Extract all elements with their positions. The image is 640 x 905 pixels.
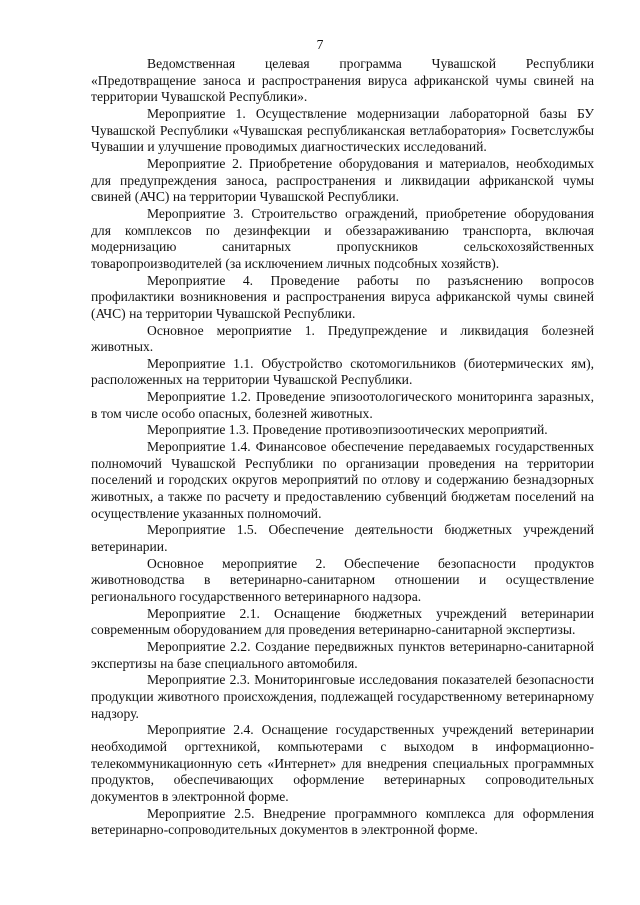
- measure-2-paragraph: Мероприятие 2. Приобретение оборудования и материалов, необходимых для предупреждения заноса, распространения и ликвидации африканской чумы свиней (АЧС) на территории Чувашской Республики.: [91, 155, 594, 205]
- measure-2-3-paragraph: Мероприятие 2.3. Мониторинговые исследования показателей безопасности продукции животного происхождения, подлежащей государственному ветеринарному надзору.: [91, 672, 594, 721]
- measure-1-3-paragraph: Мероприятие 1.3. Проведение противоэпизоотических мероприятий.: [147, 422, 548, 438]
- measure-1-4-paragraph: Мероприятие 1.4. Финансовое обеспечение передаваемых государственных полномочий Чувашской Республики по организации проведения на территории поселений и городских округов мероприятий по отлову и содержанию безнадзорных животных, а также по расчету и предоставлению субвенций бюджетам поселений на осуществление указанных полномочий.: [91, 439, 594, 521]
- measure-1-5-paragraph: Мероприятие 1.5. Обеспечение деятельности бюджетных учреждений ветеринарии.: [91, 522, 594, 555]
- measure-2-2-paragraph: Мероприятие 2.2. Создание передвижных пунктов ветеринарно-санитарной экспертизы на базе специального автомобиля.: [91, 638, 594, 671]
- measure-1-2-paragraph: Мероприятие 1.2. Проведение эпизоотологического мониторинга заразных, в том числе особо опасных, болезней животных.: [91, 389, 594, 421]
- measure-1-1-paragraph: Мероприятие 1.1. Обустройство скотомогильников (биотермических ям), расположенных на территории Чувашской Республики.: [91, 355, 594, 388]
- measure-4-paragraph: Мероприятие 4. Проведение работы по разъяснению вопросов профилактики возникновения и распространения вируса африканской чумы свиней (АЧС) на территории Чувашской Республики.: [91, 272, 594, 321]
- measure-2-4-paragraph: Мероприятие 2.4. Оснащение государственных учреждений ветеринарии необходимой оргтехникой, компьютерами с выходом в информационно-телекоммуникационную сеть «Интернет» для внедрения специальных программных продуктов, обеспечивающих оформление ветеринарных сопроводительных документов в электронной форме.: [91, 722, 594, 804]
- main-measure-1-paragraph: Основное мероприятие 1. Предупреждение и ликвидация болезней животных.: [91, 322, 594, 355]
- main-measure-2-paragraph: Основное мероприятие 2. Обеспечение безопасности продуктов животноводства в ветеринарно-санитарном отношении и осуществление регионального государственного ветеринарного надзора.: [91, 555, 594, 604]
- measure-2-1-paragraph: Мероприятие 2.1. Оснащение бюджетных учреждений ветеринарии современным оборудованием для проведения ветеринарно-санитарной экспертизы.: [91, 605, 594, 638]
- page-number: 7: [316, 37, 324, 52]
- document-body: [91, 56, 594, 839]
- measure-1-paragraph: Мероприятие 1. Осуществление модернизации лабораторной базы БУ Чувашской Республики «Чувашская республиканская ветлаборатория» Госветслужбы Чувашии и улучшение проводимых диагностических исследований.: [91, 105, 594, 155]
- measure-3-paragraph: Мероприятие 3. Строительство ограждений, приобретение оборудования для комплексов по дезинфекции и обеззараживанию транспорта, включая модернизацию санитарных пропускников сельскохозяйственных товаропроизводителей (за исключением личных подсобных хозяйств).: [91, 205, 594, 271]
- program-title-paragraph: Ведомственная целевая программа Чувашской Республики «Предотвращение заноса и распространения вируса африканской чумы свиней на территории Чувашской Республики».: [91, 56, 594, 105]
- measure-2-5-paragraph: Мероприятие 2.5. Внедрение программного комплекса для оформления ветеринарно-сопроводительных документов в электронной форме.: [91, 805, 594, 838]
